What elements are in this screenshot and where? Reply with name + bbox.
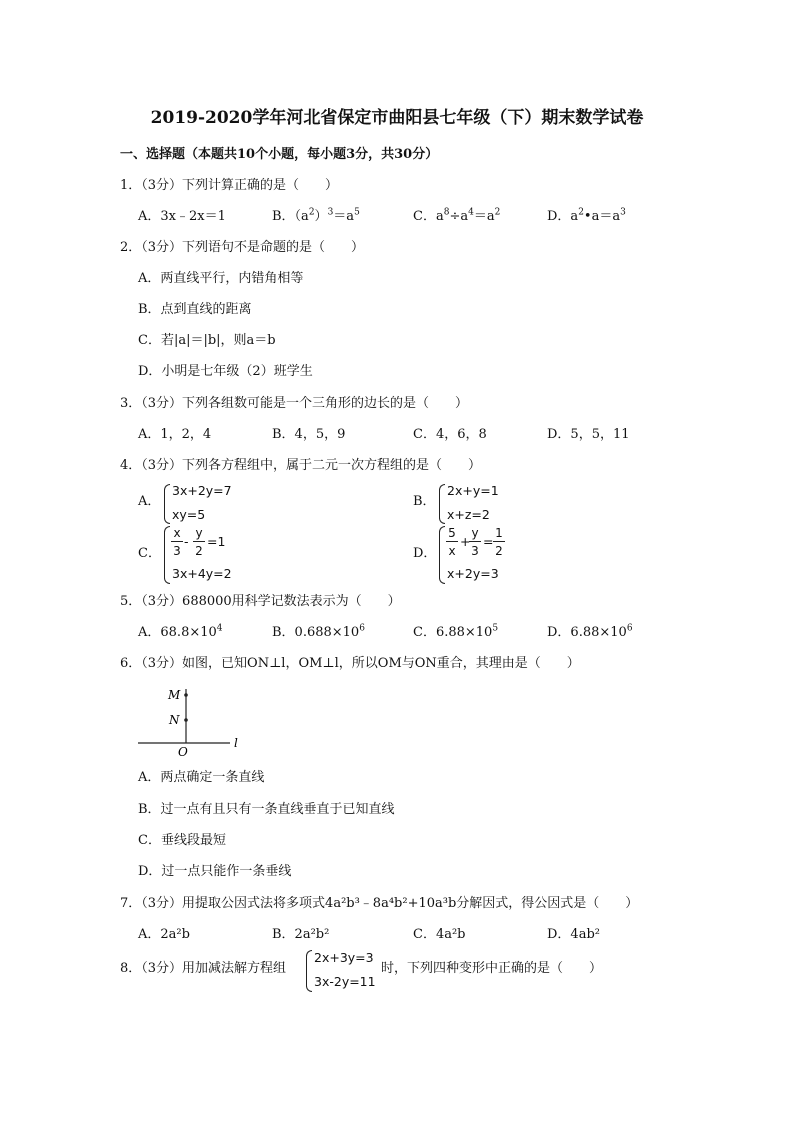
perpendicular-figure [130,683,250,763]
q3-option-d: D．5，5，11 [547,427,630,442]
q4-b-brace [439,484,445,524]
q1-option-c: C．$a^8\div a^4=a^2$ [413,207,501,224]
label-o: O [178,745,188,759]
q4-c-frac-x: $\frac{x}{3}$ [171,526,183,558]
q6-option-d: D．过一点只能作一条垂线 [138,864,292,879]
q1-option-d: D．$a^2•a=a^3$ [547,207,626,224]
question-3-stem: 3．（3分）下列各组数可能是一个三角形的边长的是（ ） [120,396,469,411]
question-8-stem-pre: 8．（3分）用加减法解方程组 [120,961,287,976]
q4-d-frac-1: $\frac{5}{x}$ [446,526,458,558]
point-m [184,693,188,697]
question-6-stem: 6．（3分）如图，已知ON⊥l，OM⊥l，所以OM与ON重合，其理由是（ ） [120,656,580,671]
label-l: l [234,736,238,750]
q4-option-c-label: C． [138,546,161,561]
section-heading: 一、选择题（本题共10个小题，每小题3分，共30分） [120,147,439,162]
q3-option-b: B．4，5，9 [272,427,346,442]
q7-option-b: B．2a²b² [272,927,330,942]
q4-option-b-label: B． [413,494,436,509]
q2-option-b: B．点到直线的距离 [138,302,252,317]
q3-option-a: A．1，2，4 [138,427,212,442]
q6-option-b: B．过一点有且只有一条直线垂直于已知直线 [138,802,395,817]
q4-a-brace [164,484,170,524]
q4-c-eq2: 3x+4y=2 [172,566,232,581]
question-2-stem: 2．（3分）下列语句不是命题的是（ ） [120,240,365,255]
q4-d-eq2: x+2y=3 [447,566,499,581]
q4-d-frac-2: $\frac{y}{3}$ [469,526,481,558]
q4-b-eq2: x+z=2 [447,507,490,522]
q4-c-rhs: =1 [207,534,226,549]
q5-option-c: C．$6.88\times 10^5$ [413,623,499,640]
q6-option-c: C．垂线段最短 [138,833,226,848]
q2-option-a: A．两直线平行，内错角相等 [138,271,304,286]
q2-option-c: C．若|a|＝|b|，则a＝b [138,333,276,348]
q5-option-a: A．$68.8\times 10^4$ [138,623,223,640]
q4-b-eq1: 2x+y=1 [447,483,499,498]
question-7-stem: 7．（3分）用提取公因式法将多项式4a²b³﹣8a⁴b²+10a³b分解因式，得公因式是（ ） [120,896,639,911]
q4-d-frac-3: $\frac{1}{2}$ [493,526,505,558]
label-n: N [169,713,180,727]
question-1-stem: 1．（3分）下列计算正确的是（ ） [120,178,339,193]
q8-eq1: 2x+3y=3 [314,950,374,965]
q4-option-a-label: A． [138,494,161,509]
question-5-stem: 5．（3分）688000用科学记数法表示为（ ） [120,594,401,609]
q4-option-d-label: D． [413,546,437,561]
q4-c-frac-y: $\frac{y}{2}$ [193,526,205,558]
q1-option-b: B．$(a^2)^3=a^5$ [272,207,360,224]
q5-option-d: D．$6.88\times 10^6$ [547,623,633,640]
page-title: 2019-2020学年河北省保定市曲阳县七年级（下）期末数学试卷 [150,108,644,128]
q2-option-d: D．小明是七年级（2）班学生 [138,364,313,379]
label-m: M [168,688,181,702]
q8-eq2: 3x-2y=11 [314,974,376,989]
question-4-stem: 4．（3分）下列各方程组中，属于二元一次方程组的是（ ） [120,458,482,473]
question-8-stem-post: 时，下列四种变形中正确的是（ ） [381,961,603,976]
q4-d-plus: + [460,534,471,549]
q5-option-b: B．$0.688\times 10^6$ [272,623,365,640]
q4-a-eq1: 3x+2y=7 [172,483,232,498]
q4-a-eq2: xy=5 [172,507,206,522]
q3-option-c: C．4，6，8 [413,427,487,442]
q7-option-c: C．4a²b [413,927,466,942]
q4-d-brace [439,526,445,584]
q7-option-a: A．2a²b [138,927,190,942]
q7-option-d: D．4ab² [547,927,600,942]
point-n [184,718,188,722]
q4-c-minus: - [184,534,189,549]
q4-c-brace [164,526,170,584]
q6-option-a: A．两点确定一条直线 [138,770,265,785]
q8-brace [306,950,312,992]
q4-d-equals: = [483,534,494,549]
q1-option-a: A．3x﹣2x＝1 [138,209,226,224]
